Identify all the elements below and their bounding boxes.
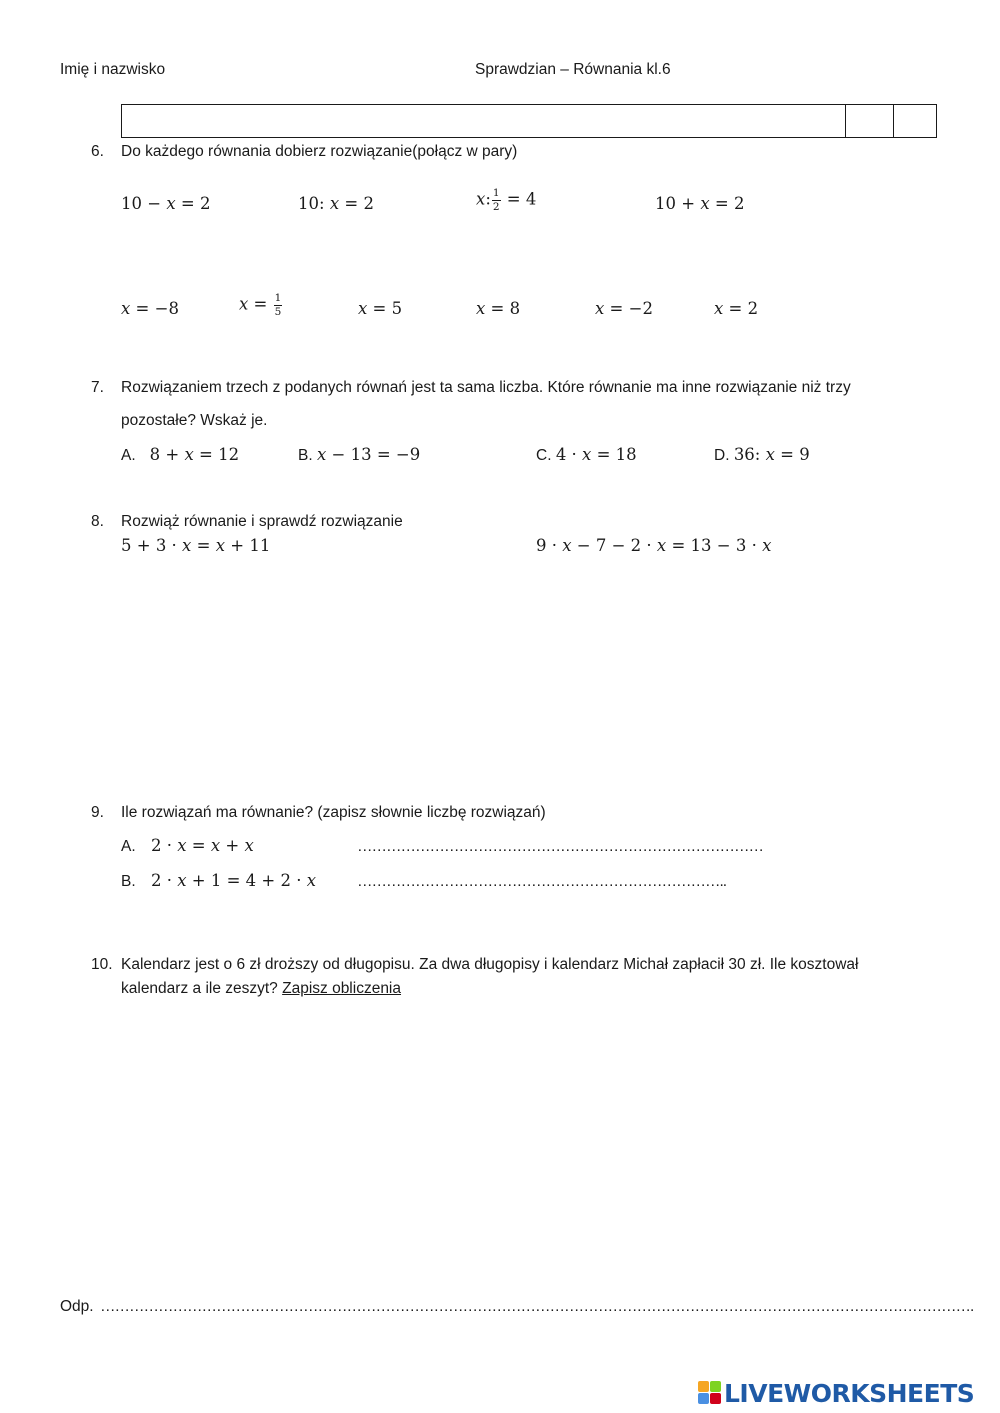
q9-text: Ile rozwiązań ma równanie? (zapisz słownie liczbę rozwiązań) xyxy=(121,804,546,821)
score-cell-2[interactable] xyxy=(893,105,938,137)
liveworksheets-logo-icon xyxy=(698,1381,722,1405)
answer-label: Odp. xyxy=(60,1298,94,1315)
q9-a-letter: A. xyxy=(121,838,136,855)
q7-text-line1: Rozwiązaniem trzech z podanych równań jest ta sama liczba. Które równanie ma inne rozwiązanie niż trzy xyxy=(121,379,851,396)
q9-number: 9. xyxy=(91,804,104,821)
fraction: $\frac{1}{2}$ xyxy=(492,187,500,213)
liveworksheets-logo xyxy=(698,1378,974,1408)
q6-equation-3[interactable]: x: $\frac{1}{2}$ = 4 xyxy=(476,187,537,213)
q9-a-answer-field[interactable]: ………………………………………………………………………… xyxy=(357,838,763,855)
q7-option-a[interactable]: A. 8 + x = 12 xyxy=(121,445,240,464)
q7-option-b[interactable]: B. x − 13 = −9 xyxy=(298,445,421,464)
q8-equation-1: 5 + 3 · x = x + 11 xyxy=(121,536,271,555)
q10-text-line2: kalendarz a ile zeszyt? Zapisz obliczenia xyxy=(121,980,402,997)
q8-work-area[interactable] xyxy=(121,565,937,780)
liveworksheets-wordmark: LIVEWORKSHEETS xyxy=(724,1378,975,1408)
test-title: Sprawdzian – Równania kl.6 xyxy=(475,61,671,78)
q8-number: 8. xyxy=(91,513,104,530)
q6-equation-2[interactable]: 10: x = 2 xyxy=(298,194,374,213)
q10-instruction: Zapisz obliczenia xyxy=(282,980,402,997)
q6-solution-3[interactable]: x = 5 xyxy=(358,299,403,318)
name-input-box[interactable] xyxy=(121,104,937,138)
q9-b-answer-field[interactable]: ………………………………………………………………….. xyxy=(357,873,727,890)
q6-equation-4[interactable]: 10 + x = 2 xyxy=(655,194,745,213)
q10-text-line1: Kalendarz jest o 6 zł droższy od długopisu. Za dwa długopisy i kalendarz Michał zapłacił 30 zł. Ile kosztował xyxy=(121,956,859,973)
score-cell-1[interactable] xyxy=(845,105,893,137)
q8-text: Rozwiąż równanie i sprawdź rozwiązanie xyxy=(121,513,403,530)
q6-solution-2[interactable]: x = $\frac{1}{5}$ xyxy=(239,292,282,318)
q8-equation-2: 9 · x − 7 − 2 · x = 13 − 3 · x xyxy=(536,536,772,555)
q7-option-c[interactable]: C. 4 · x = 18 xyxy=(536,445,637,464)
q6-solution-5[interactable]: x = −2 xyxy=(595,299,653,318)
answer-field[interactable]: ………………………………………………………………………………………………………………………………………………………………. xyxy=(100,1298,974,1315)
q6-solution-1[interactable]: x = −8 xyxy=(121,299,179,318)
q9-b-equation: 2 · x + 1 = 4 + 2 · x xyxy=(151,871,317,890)
q7-number: 7. xyxy=(91,379,104,396)
q6-solution-4[interactable]: x = 8 xyxy=(476,299,521,318)
name-label: Imię i nazwisko xyxy=(60,61,166,78)
q6-equation-1[interactable]: 10 − x = 2 xyxy=(121,194,211,213)
fraction: $\frac{1}{5}$ xyxy=(274,292,282,318)
q7-option-d[interactable]: D. 36: x = 9 xyxy=(714,445,810,464)
q6-solution-6[interactable]: x = 2 xyxy=(714,299,759,318)
q10-work-area[interactable] xyxy=(121,1010,937,1290)
q6-number: 6. xyxy=(91,143,104,160)
q9-a-equation: 2 · x = x + x xyxy=(151,836,254,855)
q7-text-line2: pozostałe? Wskaż je. xyxy=(121,412,268,429)
q10-number: 10. xyxy=(91,956,113,973)
q9-b-letter: B. xyxy=(121,873,136,890)
q6-text: Do każdego równania dobierz rozwiązanie(połącz w pary) xyxy=(121,143,518,160)
